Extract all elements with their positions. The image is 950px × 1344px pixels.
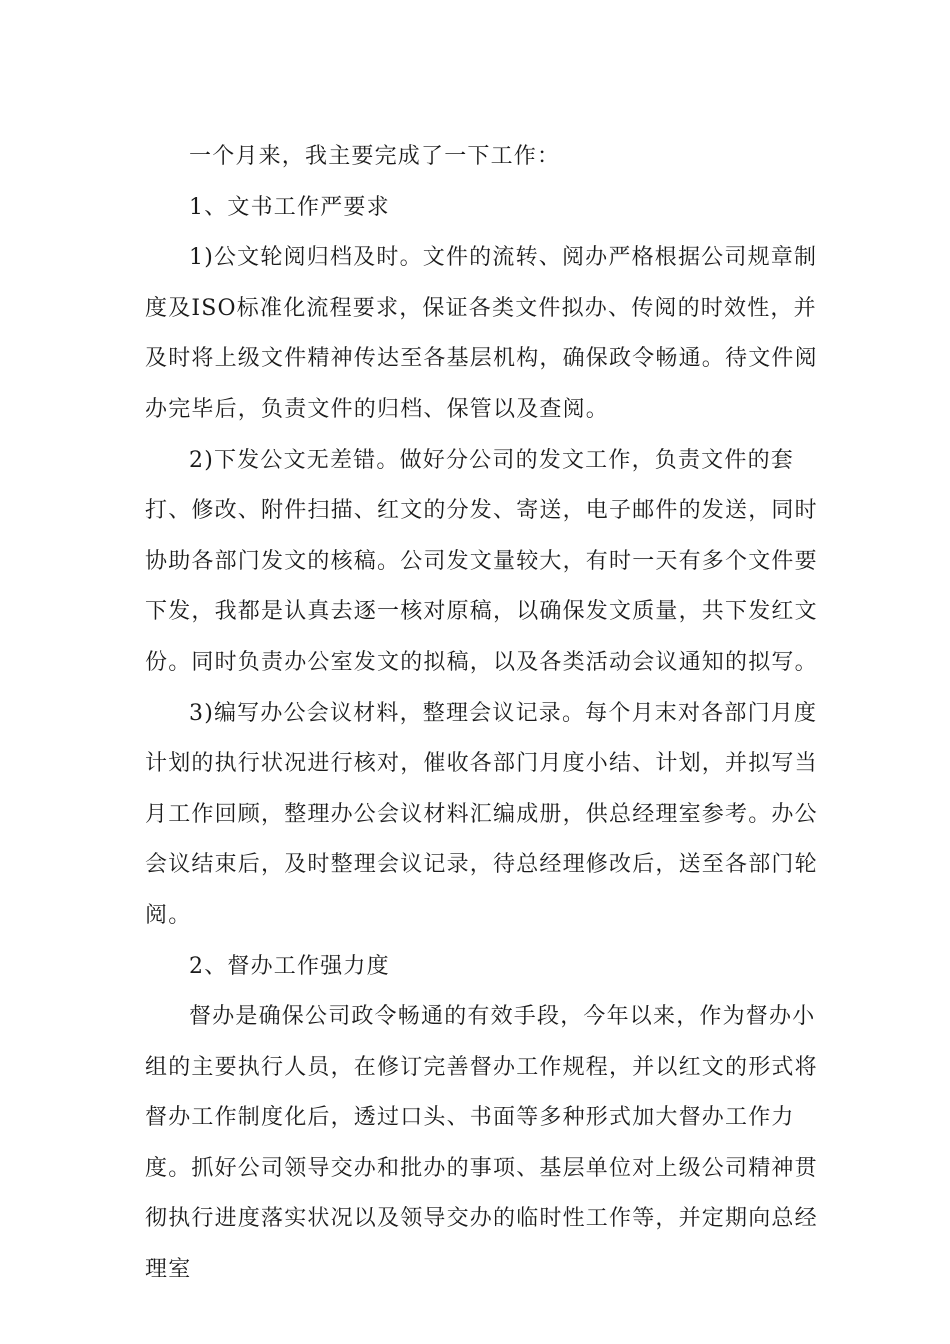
section-heading-2: 2、督办工作强力度 bbox=[189, 953, 390, 979]
paragraph-2-1: 督办是确保公司政令畅通的有效手段，今年以来，作为督办小组的主要执行人员，在修订完善督办工作规程，并以红文的形式将督办工作制度化后，透过口头、书面等多种形式加大督办工作力度。抓好公司领导交办和批办的事项、基层单位对上级公司精神贯彻执行进度落实状况以及领导交办的临时性工作等，并定期向总经理室 bbox=[145, 1004, 818, 1283]
intro-paragraph: 一个月来，我主要完成了一下工作： bbox=[189, 144, 561, 169]
paragraph-1-1: 1)公文轮阅归档及时。文件的流转、阅办严格根据公司规章制度及ISO标准化流程要求，保证各类文件拟办、传阅的时效性，并及时将上级文件精神传达至各基层机构，确保政令畅通。待文件阅办完毕后，负责文件的归档、保管以及查阅。 bbox=[145, 245, 818, 422]
paragraph-1-2: 2)下发公文无差错。做好分公司的发文工作，负责文件的套打、修改、附件扫描、红文的分发、寄送，电子邮件的发送，同时协助各部门发文的核稿。公司发文量较大，有时一天有多个文件要下发，我都是认真去逐一核对原稿，以确保发文质量，共下发红文份。同时负责办公室发文的拟稿，以及各类活动会议通知的拟写。 bbox=[145, 447, 818, 675]
paragraph-1-3: 3)编写办公会议材料，整理会议记录。每个月末对各部门月度计划的执行状况进行核对，催收各部门月度小结、计划，并拟写当月工作回顾，整理办公会议材料汇编成册，供总经理室参考。办公会议结束后，及时整理会议记录，待总经理修改后，送至各部门轮阅。 bbox=[145, 700, 818, 928]
document-body bbox=[145, 132, 825, 1296]
section-heading-1: 1、文书工作严要求 bbox=[189, 194, 390, 220]
